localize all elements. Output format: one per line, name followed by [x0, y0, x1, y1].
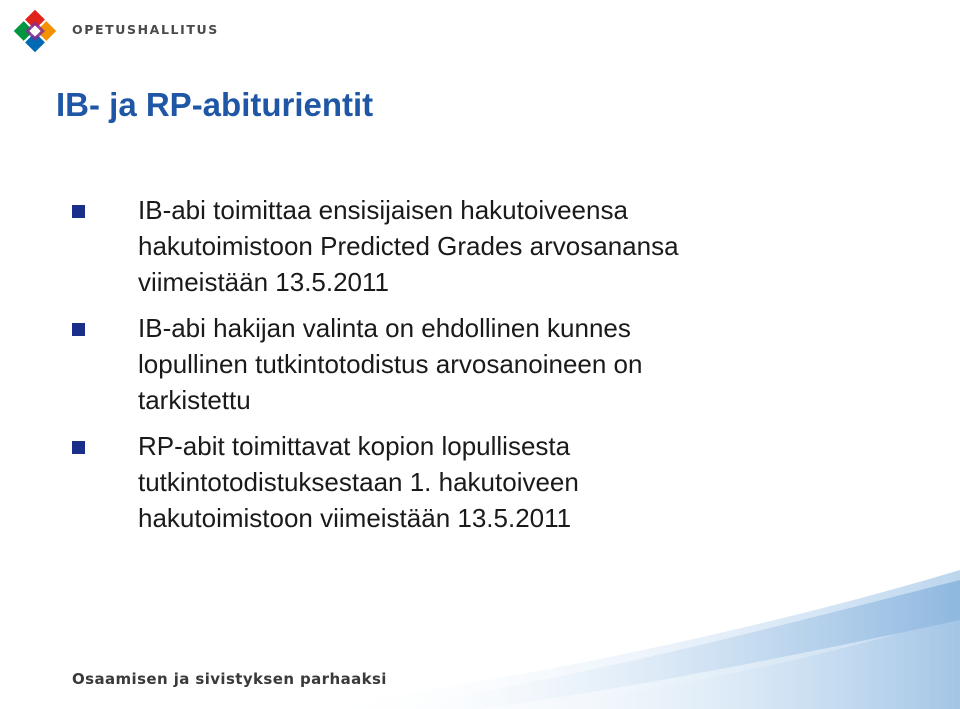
- diamond-logo-icon: [10, 6, 60, 56]
- bullet-item: [70, 428, 890, 536]
- square-bullet-icon: [72, 441, 85, 454]
- slide-title: IB- ja RP-abiturientit: [56, 86, 374, 123]
- footer-slogan: Osaamisen ja sivistyksen parhaaksi: [72, 670, 387, 688]
- bullet-text: IB-abi toimittaa ensisijaisen hakutoiveensa hakutoimistoon Predicted Grades arvosanansa viimeistään 13.5.2011: [138, 195, 679, 297]
- org-name: OPETUSHALLITUS: [72, 22, 219, 37]
- square-bullet-icon: [72, 323, 85, 336]
- bullet-item: [70, 192, 890, 300]
- bullet-text: IB-abi hakijan valinta on ehdollinen kunnes lopullinen tutkintotodistus arvosanoineen on tarkistettu: [138, 313, 643, 415]
- bullet-item: [70, 310, 890, 418]
- square-bullet-icon: [72, 205, 85, 218]
- bullet-text: RP-abit toimittavat kopion lopullisesta tutkintotodistuksestaan 1. hakutoiveen hakutoimistoon viimeistään 13.5.2011: [138, 431, 579, 533]
- bullet-list: [70, 192, 890, 546]
